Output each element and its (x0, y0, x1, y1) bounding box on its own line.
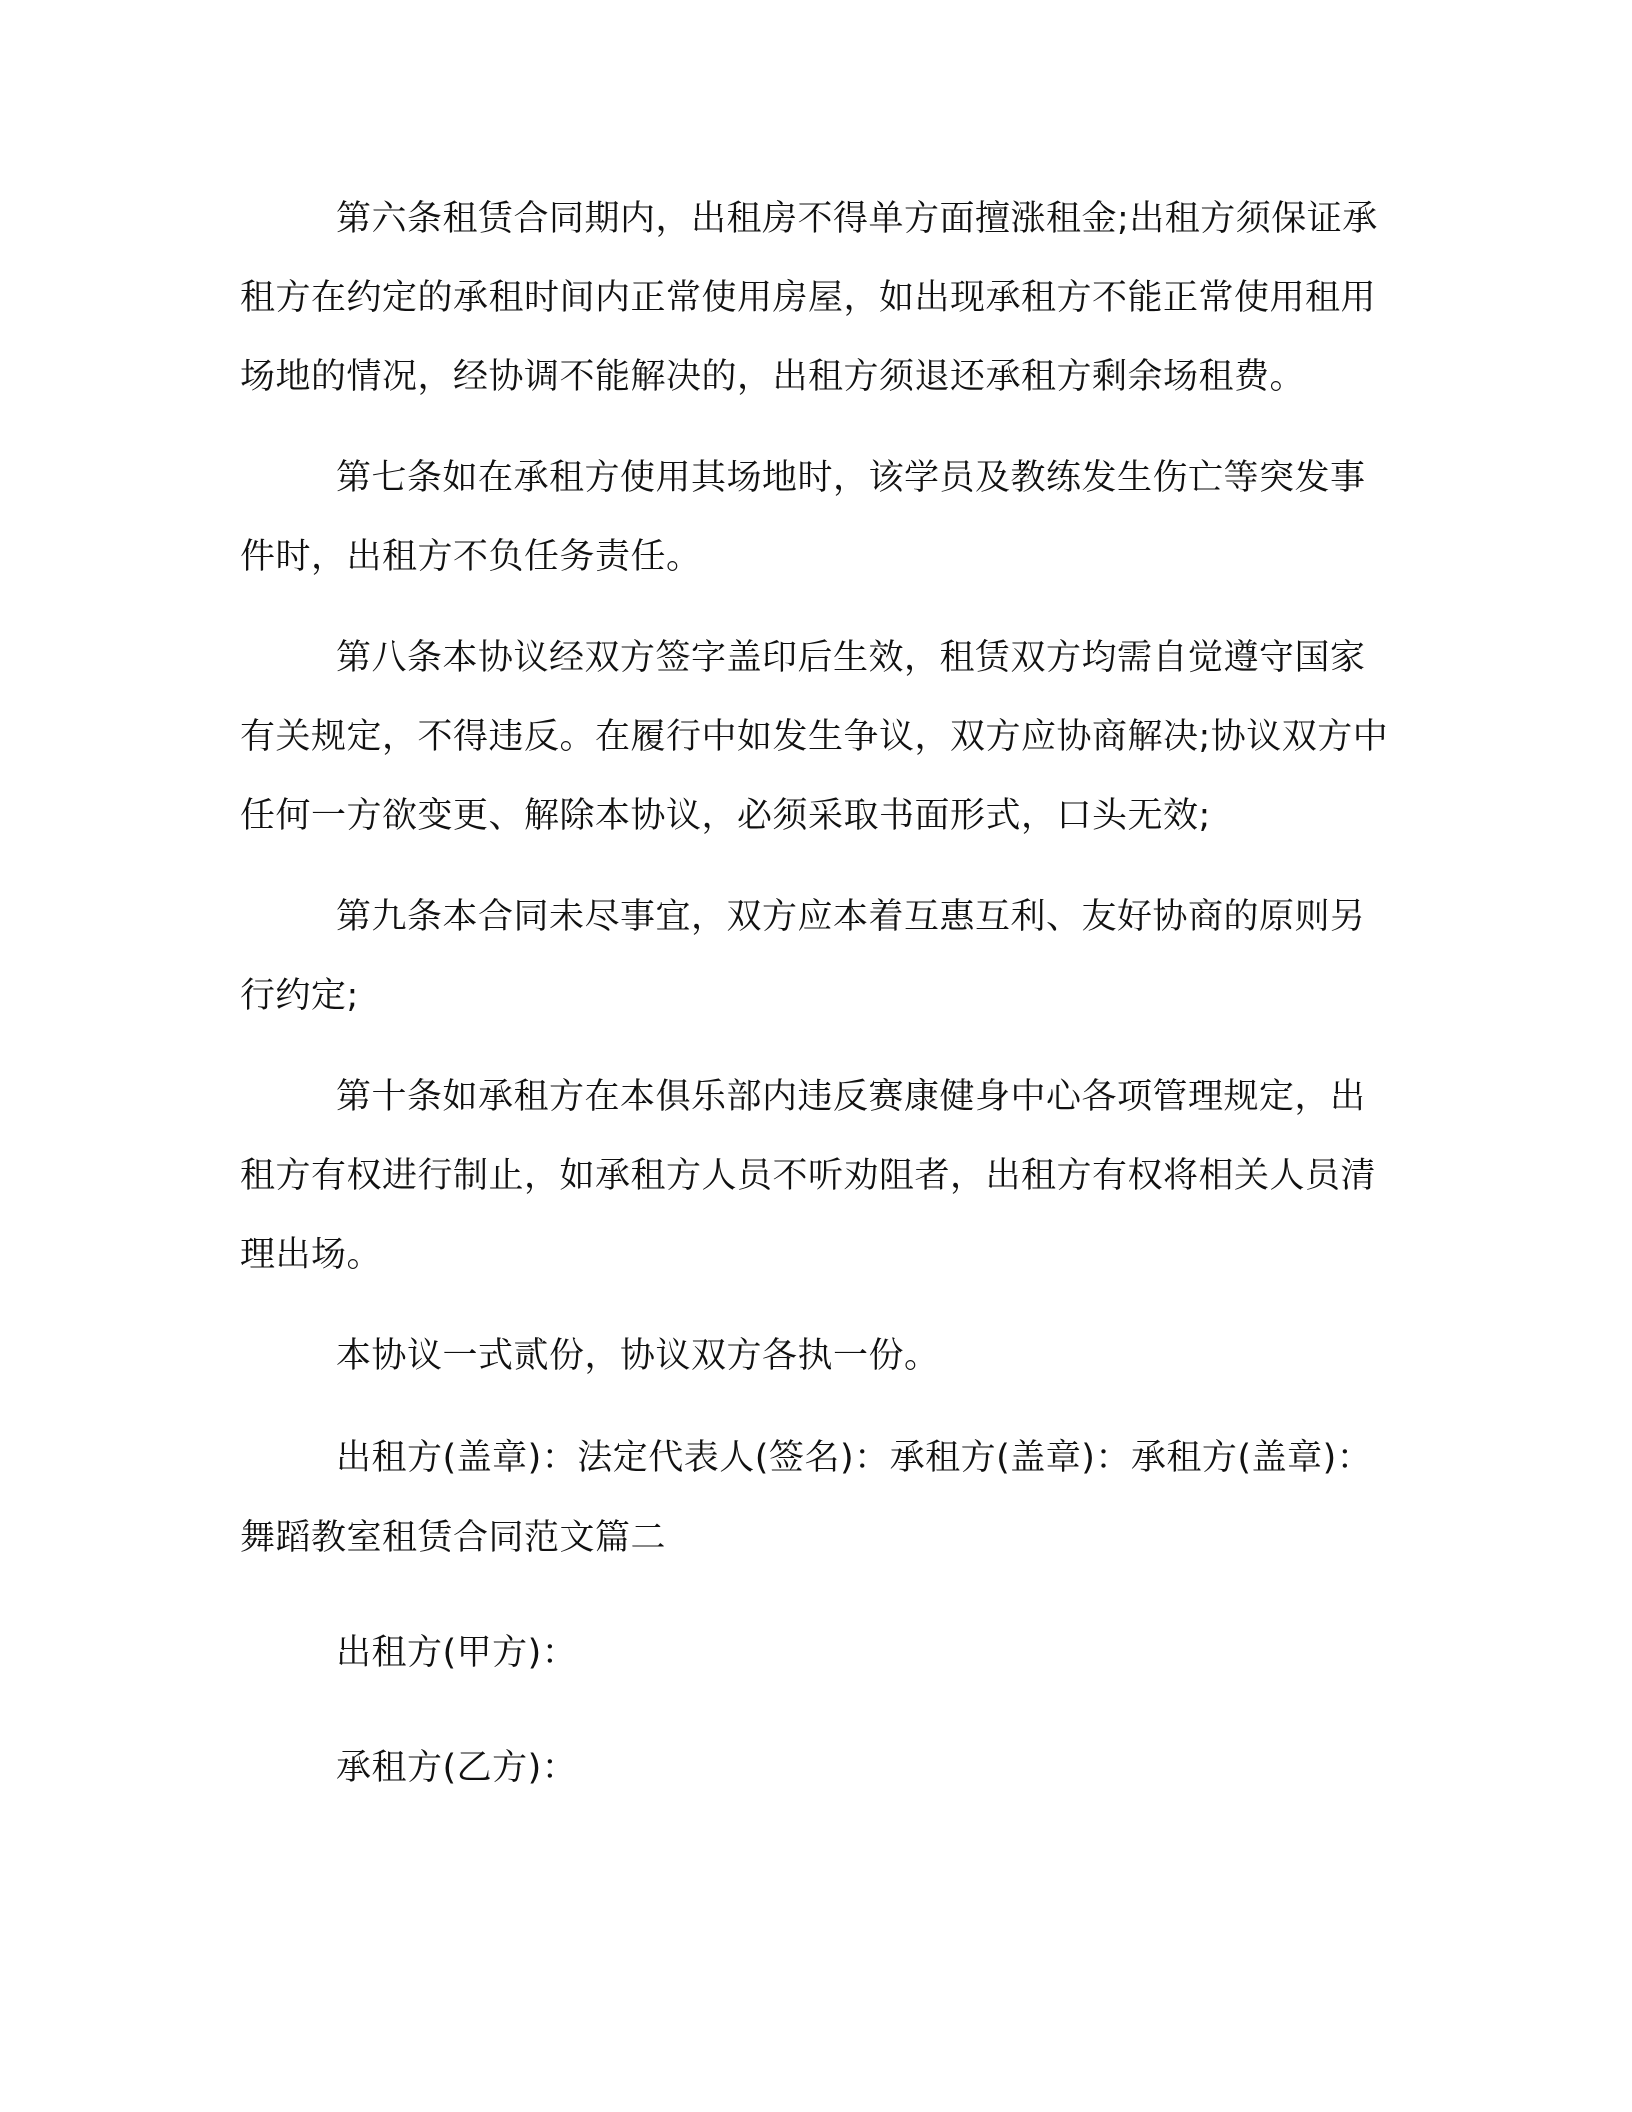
clause-6-paragraph: 第六条租赁合同期内，出租房不得单方面擅涨租金;出租方须保证承租方在约定的承租时间内正常使用房屋，如出现承租方不能正常使用租用场地的情况，经协调不能解决的，出租方须退还承租方剩余场租费。 (240, 199, 1378, 397)
clause-10-paragraph: 第十条如承租方在本俱乐部内违反赛康健身中心各项管理规定，出租方有权进行制止，如承租方人员不听劝阻者，出租方有权将相关人员清理出场。 (240, 1077, 1377, 1275)
lessor-party-a-line: 出租方(甲方)： (336, 1633, 578, 1673)
lessee-party-b-line: 承租方(乙方)： (336, 1748, 578, 1788)
document-body (240, 180, 1390, 1808)
clause-8-paragraph: 第八条本协议经双方签字盖印后生效，租赁双方均需自觉遵守国家有关规定，不得违反。在履行中如发生争议，双方应协商解决;协议双方中任何一方欲变更、解除本协议，必须采取书面形式，口头无效; (240, 638, 1389, 836)
clause-7-paragraph: 第七条如在承租方使用其场地时，该学员及教练发生伤亡等突发事件时，出租方不负任务责任。 (240, 458, 1366, 577)
clause-9-paragraph: 第九条本合同未尽事宜，双方应本着互惠互利、友好协商的原则另行约定; (240, 897, 1366, 1016)
signature-line: 出租方(盖章)：法定代表人(签名)：承租方(盖章)：承租方(盖章)：舞蹈教室租赁合同范文篇二 (240, 1438, 1373, 1558)
copies-paragraph: 本协议一式贰份，协议双方各执一份。 (336, 1336, 940, 1376)
